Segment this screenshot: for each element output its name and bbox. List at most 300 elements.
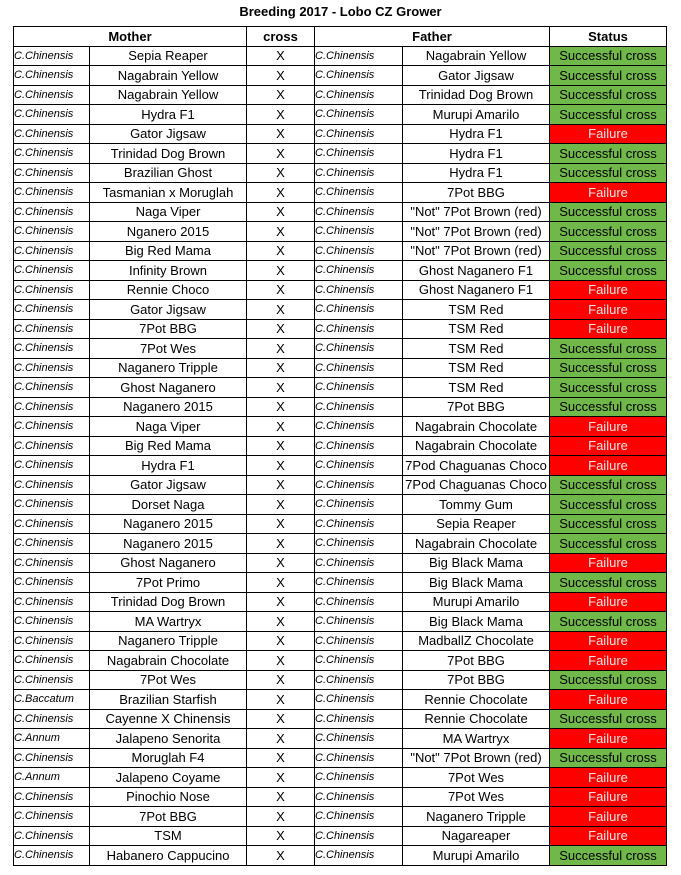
father-name-cell[interactable]: Nagareaper [403, 826, 550, 846]
table-row [14, 573, 667, 593]
mother-name-cell[interactable]: Gator Jigsaw [90, 124, 247, 144]
mother-name-cell[interactable]: Hydra F1 [90, 105, 247, 125]
table-row [14, 514, 667, 534]
status-cell[interactable]: Successful cross [550, 534, 667, 554]
mother-species-cell[interactable]: C.Chinensis [14, 573, 90, 593]
mother-name-cell[interactable]: Nagabrain Chocolate [90, 651, 247, 671]
status-cell[interactable]: Failure [550, 456, 667, 476]
mother-species-cell[interactable]: C.Chinensis [14, 202, 90, 222]
mother-species-cell[interactable]: C.Chinensis [14, 846, 90, 866]
mother-species-cell[interactable]: C.Chinensis [14, 787, 90, 807]
father-species-cell[interactable]: C.Chinensis [315, 729, 403, 749]
father-species-cell[interactable]: C.Chinensis [315, 495, 403, 515]
mother-name-cell[interactable]: Naganero 2015 [90, 397, 247, 417]
mother-name-cell[interactable]: TSM [90, 826, 247, 846]
table-row [14, 787, 667, 807]
status-cell[interactable]: Failure [550, 300, 667, 320]
cross-cell[interactable]: X [247, 202, 315, 222]
status-cell[interactable]: Successful cross [550, 612, 667, 632]
father-name-cell[interactable]: Hydra F1 [403, 124, 550, 144]
table-row [14, 651, 667, 671]
table-row [14, 319, 667, 339]
sheet-title: Breeding 2017 - Lobo CZ Grower [239, 4, 442, 19]
mother-species-cell[interactable]: C.Chinensis [14, 631, 90, 651]
father-name-cell[interactable]: "Not" 7Pot Brown (red) [403, 241, 550, 261]
table-row [14, 553, 667, 573]
status-cell[interactable]: Successful cross [550, 397, 667, 417]
table-row [14, 124, 667, 144]
father-name-cell[interactable]: Naganero Tripple [403, 807, 550, 827]
father-name-cell[interactable]: Hydra F1 [403, 144, 550, 164]
mother-name-cell[interactable]: Naganero Tripple [90, 631, 247, 651]
father-species-cell[interactable]: C.Chinensis [315, 456, 403, 476]
cross-cell[interactable]: X [247, 105, 315, 125]
status-cell[interactable]: Failure [550, 319, 667, 339]
status-cell[interactable]: Failure [550, 768, 667, 788]
mother-species-cell[interactable]: C.Chinensis [14, 319, 90, 339]
mother-name-cell[interactable]: Big Red Mama [90, 436, 247, 456]
mother-species-cell[interactable]: C.Chinensis [14, 612, 90, 632]
mother-species-cell[interactable]: C.Chinensis [14, 222, 90, 242]
table-row [14, 378, 667, 398]
status-cell[interactable]: Successful cross [550, 495, 667, 515]
father-species-cell[interactable]: C.Chinensis [315, 553, 403, 573]
father-name-cell[interactable]: 7Pot BBG [403, 670, 550, 690]
father-species-cell[interactable]: C.Chinensis [315, 807, 403, 827]
header-cross: cross [247, 27, 315, 47]
father-species-cell[interactable]: C.Chinensis [315, 631, 403, 651]
father-name-cell[interactable]: MadballZ Chocolate [403, 631, 550, 651]
mother-name-cell[interactable]: MA Wartryx [90, 612, 247, 632]
father-name-cell[interactable]: Rennie Chocolate [403, 690, 550, 710]
mother-name-cell[interactable]: 7Pot BBG [90, 319, 247, 339]
table-row [14, 709, 667, 729]
father-species-cell[interactable]: C.Chinensis [315, 46, 403, 66]
cross-cell[interactable]: X [247, 729, 315, 749]
father-species-cell[interactable]: C.Chinensis [315, 183, 403, 203]
mother-name-cell[interactable]: Sepia Reaper [90, 46, 247, 66]
cross-cell[interactable]: X [247, 690, 315, 710]
status-cell[interactable]: Successful cross [550, 748, 667, 768]
table-row [14, 144, 667, 164]
cross-cell[interactable]: X [247, 709, 315, 729]
table-row [14, 670, 667, 690]
status-cell[interactable]: Successful cross [550, 846, 667, 866]
mother-species-cell[interactable]: C.Chinensis [14, 475, 90, 495]
mother-species-cell[interactable]: C.Chinensis [14, 280, 90, 300]
header-status: Status [550, 27, 667, 47]
table-row [14, 690, 667, 710]
mother-name-cell[interactable]: 7Pot Primo [90, 573, 247, 593]
mother-species-cell[interactable]: C.Chinensis [14, 144, 90, 164]
father-species-cell[interactable]: C.Chinensis [315, 105, 403, 125]
status-cell[interactable]: Failure [550, 417, 667, 437]
mother-name-cell[interactable]: Moruglah F4 [90, 748, 247, 768]
mother-name-cell[interactable]: Brazilian Starfish [90, 690, 247, 710]
father-name-cell[interactable]: TSM Red [403, 358, 550, 378]
father-species-cell[interactable]: C.Chinensis [315, 709, 403, 729]
father-species-cell[interactable]: C.Chinensis [315, 768, 403, 788]
status-cell[interactable]: Successful cross [550, 163, 667, 183]
mother-name-cell[interactable]: Cayenne X Chinensis [90, 709, 247, 729]
table-row [14, 300, 667, 320]
status-cell[interactable]: Failure [550, 280, 667, 300]
mother-name-cell[interactable]: Rennie Choco [90, 280, 247, 300]
cross-cell[interactable]: X [247, 417, 315, 437]
cross-cell[interactable]: X [247, 475, 315, 495]
table-row [14, 534, 667, 554]
father-species-cell[interactable]: C.Chinensis [315, 592, 403, 612]
father-species-cell[interactable]: C.Chinensis [315, 436, 403, 456]
table-row [14, 85, 667, 105]
cross-cell[interactable]: X [247, 144, 315, 164]
father-name-cell[interactable]: "Not" 7Pot Brown (red) [403, 222, 550, 242]
father-species-cell[interactable]: C.Chinensis [315, 846, 403, 866]
mother-species-cell[interactable]: C.Chinensis [14, 183, 90, 203]
mother-name-cell[interactable]: Big Red Mama [90, 241, 247, 261]
status-cell[interactable]: Successful cross [550, 66, 667, 86]
mother-name-cell[interactable]: Dorset Naga [90, 495, 247, 515]
father-species-cell[interactable]: C.Chinensis [315, 378, 403, 398]
table-row [14, 202, 667, 222]
cross-cell[interactable]: X [247, 436, 315, 456]
cross-cell[interactable]: X [247, 748, 315, 768]
table-row [14, 163, 667, 183]
status-cell[interactable]: Successful cross [550, 85, 667, 105]
father-species-cell[interactable]: C.Chinensis [315, 475, 403, 495]
father-species-cell[interactable]: C.Chinensis [315, 787, 403, 807]
table-row [14, 456, 667, 476]
status-cell[interactable]: Successful cross [550, 475, 667, 495]
status-cell[interactable]: Failure [550, 807, 667, 827]
father-name-cell[interactable]: 7Pot BBG [403, 183, 550, 203]
cross-cell[interactable]: X [247, 612, 315, 632]
father-species-cell[interactable]: C.Chinensis [315, 397, 403, 417]
mother-species-cell[interactable]: C.Annum [14, 729, 90, 749]
mother-name-cell[interactable]: Trinidad Dog Brown [90, 144, 247, 164]
mother-name-cell[interactable]: Jalapeno Coyame [90, 768, 247, 788]
status-cell[interactable]: Failure [550, 651, 667, 671]
mother-species-cell[interactable]: C.Chinensis [14, 163, 90, 183]
cross-cell[interactable]: X [247, 261, 315, 281]
mother-species-cell[interactable]: C.Chinensis [14, 378, 90, 398]
father-species-cell[interactable]: C.Chinensis [315, 534, 403, 554]
cross-cell[interactable]: X [247, 573, 315, 593]
mother-name-cell[interactable]: Gator Jigsaw [90, 300, 247, 320]
status-cell[interactable]: Failure [550, 631, 667, 651]
father-species-cell[interactable]: C.Chinensis [315, 85, 403, 105]
father-name-cell[interactable]: 7Pod Chaguanas Choco [403, 456, 550, 476]
mother-species-cell[interactable]: C.Chinensis [14, 826, 90, 846]
cross-cell[interactable]: X [247, 163, 315, 183]
mother-name-cell[interactable]: Trinidad Dog Brown [90, 592, 247, 612]
mother-name-cell[interactable]: Infinity Brown [90, 261, 247, 281]
father-name-cell[interactable]: "Not" 7Pot Brown (red) [403, 748, 550, 768]
cross-cell[interactable]: X [247, 495, 315, 515]
status-cell[interactable]: Successful cross [550, 358, 667, 378]
father-name-cell[interactable]: Hydra F1 [403, 163, 550, 183]
table-row [14, 768, 667, 788]
mother-name-cell[interactable]: Nagabrain Yellow [90, 66, 247, 86]
mother-species-cell[interactable]: C.Chinensis [14, 807, 90, 827]
mother-species-cell[interactable]: C.Chinensis [14, 46, 90, 66]
mother-species-cell[interactable]: C.Chinensis [14, 495, 90, 515]
table-body [14, 46, 667, 865]
table-row [14, 748, 667, 768]
cross-cell[interactable]: X [247, 787, 315, 807]
table-row [14, 66, 667, 86]
table-row [14, 241, 667, 261]
status-cell[interactable]: Successful cross [550, 261, 667, 281]
table-row [14, 495, 667, 515]
cross-cell[interactable]: X [247, 339, 315, 359]
breeding-table [13, 26, 667, 866]
mother-name-cell[interactable]: Brazilian Ghost [90, 163, 247, 183]
cross-cell[interactable]: X [247, 66, 315, 86]
mother-species-cell[interactable]: C.Chinensis [14, 358, 90, 378]
status-cell[interactable]: Successful cross [550, 222, 667, 242]
mother-name-cell[interactable]: Naganero 2015 [90, 514, 247, 534]
mother-name-cell[interactable]: 7Pot Wes [90, 339, 247, 359]
status-cell[interactable]: Successful cross [550, 339, 667, 359]
status-cell[interactable]: Failure [550, 787, 667, 807]
table-row [14, 826, 667, 846]
father-species-cell[interactable]: C.Chinensis [315, 417, 403, 437]
cross-cell[interactable]: X [247, 397, 315, 417]
father-species-cell[interactable]: C.Chinensis [315, 163, 403, 183]
header-row [14, 27, 667, 47]
mother-species-cell[interactable]: C.Chinensis [14, 651, 90, 671]
status-cell[interactable]: Successful cross [550, 241, 667, 261]
table-row [14, 846, 667, 866]
father-name-cell[interactable]: 7Pot Wes [403, 787, 550, 807]
father-name-cell[interactable]: Big Black Mama [403, 612, 550, 632]
father-species-cell[interactable]: C.Chinensis [315, 573, 403, 593]
father-species-cell[interactable]: C.Chinensis [315, 241, 403, 261]
mother-name-cell[interactable]: Naganero Tripple [90, 358, 247, 378]
father-species-cell[interactable]: C.Chinensis [315, 690, 403, 710]
father-name-cell[interactable]: Nagabrain Chocolate [403, 534, 550, 554]
status-cell[interactable]: Successful cross [550, 709, 667, 729]
mother-species-cell[interactable]: C.Chinensis [14, 417, 90, 437]
mother-name-cell[interactable]: Pinochio Nose [90, 787, 247, 807]
status-cell[interactable]: Successful cross [550, 46, 667, 66]
father-name-cell[interactable]: Gator Jigsaw [403, 66, 550, 86]
status-cell[interactable]: Successful cross [550, 573, 667, 593]
mother-species-cell[interactable]: C.Annum [14, 768, 90, 788]
table-row [14, 417, 667, 437]
table-row [14, 280, 667, 300]
table-row [14, 358, 667, 378]
cross-cell[interactable]: X [247, 553, 315, 573]
father-species-cell[interactable]: C.Chinensis [315, 826, 403, 846]
table-row [14, 475, 667, 495]
mother-name-cell[interactable]: Tasmanian x Moruglah [90, 183, 247, 203]
father-species-cell[interactable]: C.Chinensis [315, 300, 403, 320]
father-name-cell[interactable]: TSM Red [403, 339, 550, 359]
mother-species-cell[interactable]: C.Chinensis [14, 592, 90, 612]
cross-cell[interactable]: X [247, 222, 315, 242]
father-name-cell[interactable]: Trinidad Dog Brown [403, 85, 550, 105]
father-species-cell[interactable]: C.Chinensis [315, 261, 403, 281]
table-row [14, 592, 667, 612]
father-species-cell[interactable]: C.Chinensis [315, 222, 403, 242]
cross-cell[interactable]: X [247, 46, 315, 66]
mother-name-cell[interactable]: Nagabrain Yellow [90, 85, 247, 105]
cross-cell[interactable]: X [247, 378, 315, 398]
status-cell[interactable]: Failure [550, 124, 667, 144]
status-cell[interactable]: Successful cross [550, 670, 667, 690]
status-cell[interactable]: Successful cross [550, 378, 667, 398]
mother-name-cell[interactable]: 7Pot BBG [90, 807, 247, 827]
father-name-cell[interactable]: Big Black Mama [403, 553, 550, 573]
father-species-cell[interactable]: C.Chinensis [315, 319, 403, 339]
table-row [14, 631, 667, 651]
mother-name-cell[interactable]: Jalapeno Senorita [90, 729, 247, 749]
cross-cell[interactable]: X [247, 241, 315, 261]
father-species-cell[interactable]: C.Chinensis [315, 280, 403, 300]
mother-species-cell[interactable]: C.Chinensis [14, 534, 90, 554]
mother-name-cell[interactable]: Habanero Cappucino [90, 846, 247, 866]
father-name-cell[interactable]: TSM Red [403, 319, 550, 339]
table-row [14, 183, 667, 203]
cross-cell[interactable]: X [247, 183, 315, 203]
father-species-cell[interactable]: C.Chinensis [315, 66, 403, 86]
father-species-cell[interactable]: C.Chinensis [315, 358, 403, 378]
mother-name-cell[interactable]: Hydra F1 [90, 456, 247, 476]
cross-cell[interactable]: X [247, 534, 315, 554]
cross-cell[interactable]: X [247, 651, 315, 671]
mother-species-cell[interactable]: C.Chinensis [14, 456, 90, 476]
table-row [14, 339, 667, 359]
cross-cell[interactable]: X [247, 358, 315, 378]
mother-species-cell[interactable]: C.Chinensis [14, 339, 90, 359]
father-species-cell[interactable]: C.Chinensis [315, 748, 403, 768]
mother-name-cell[interactable]: Naga Viper [90, 417, 247, 437]
mother-species-cell[interactable]: C.Chinensis [14, 105, 90, 125]
cross-cell[interactable]: X [247, 592, 315, 612]
mother-species-cell[interactable]: C.Chinensis [14, 241, 90, 261]
father-name-cell[interactable]: Ghost Naganero F1 [403, 280, 550, 300]
table-row [14, 612, 667, 632]
status-cell[interactable]: Successful cross [550, 514, 667, 534]
mother-name-cell[interactable]: Gator Jigsaw [90, 475, 247, 495]
cross-cell[interactable]: X [247, 807, 315, 827]
mother-species-cell[interactable]: C.Chinensis [14, 66, 90, 86]
mother-species-cell[interactable]: C.Baccatum [14, 690, 90, 710]
cross-cell[interactable]: X [247, 280, 315, 300]
cross-cell[interactable]: X [247, 456, 315, 476]
status-cell[interactable]: Successful cross [550, 105, 667, 125]
mother-species-cell[interactable]: C.Chinensis [14, 436, 90, 456]
father-name-cell[interactable]: 7Pot Wes [403, 768, 550, 788]
status-cell[interactable]: Failure [550, 553, 667, 573]
father-name-cell[interactable]: "Not" 7Pot Brown (red) [403, 202, 550, 222]
father-species-cell[interactable]: C.Chinensis [315, 670, 403, 690]
mother-species-cell[interactable]: C.Chinensis [14, 514, 90, 534]
father-name-cell[interactable]: TSM Red [403, 378, 550, 398]
father-name-cell[interactable]: Murupi Amarilo [403, 592, 550, 612]
status-cell[interactable]: Failure [550, 826, 667, 846]
father-name-cell[interactable]: TSM Red [403, 300, 550, 320]
table-row [14, 105, 667, 125]
table-row [14, 436, 667, 456]
mother-species-cell[interactable]: C.Chinensis [14, 748, 90, 768]
father-name-cell[interactable]: Nagabrain Chocolate [403, 417, 550, 437]
table-row [14, 46, 667, 66]
father-name-cell[interactable]: 7Pot BBG [403, 651, 550, 671]
cross-cell[interactable]: X [247, 826, 315, 846]
mother-name-cell[interactable]: Naga Viper [90, 202, 247, 222]
cross-cell[interactable]: X [247, 85, 315, 105]
cross-cell[interactable]: X [247, 846, 315, 866]
father-species-cell[interactable]: C.Chinensis [315, 144, 403, 164]
mother-name-cell[interactable]: Ghost Naganero [90, 378, 247, 398]
father-name-cell[interactable]: Murupi Amarilo [403, 105, 550, 125]
father-name-cell[interactable]: Murupi Amarilo [403, 846, 550, 866]
father-name-cell[interactable]: 7Pot BBG [403, 397, 550, 417]
status-cell[interactable]: Failure [550, 690, 667, 710]
status-cell[interactable]: Successful cross [550, 202, 667, 222]
father-species-cell[interactable]: C.Chinensis [315, 339, 403, 359]
father-species-cell[interactable]: C.Chinensis [315, 651, 403, 671]
father-name-cell[interactable]: Big Black Mama [403, 573, 550, 593]
table-row [14, 807, 667, 827]
header-mother: Mother [14, 27, 247, 47]
cross-cell[interactable]: X [247, 319, 315, 339]
status-cell[interactable]: Failure [550, 436, 667, 456]
father-name-cell[interactable]: Sepia Reaper [403, 514, 550, 534]
cross-cell[interactable]: X [247, 631, 315, 651]
cross-cell[interactable]: X [247, 514, 315, 534]
cross-cell[interactable]: X [247, 300, 315, 320]
status-cell[interactable]: Failure [550, 729, 667, 749]
father-name-cell[interactable]: Ghost Naganero F1 [403, 261, 550, 281]
father-name-cell[interactable]: 7Pod Chaguanas Choco [403, 475, 550, 495]
father-name-cell[interactable]: Tommy Gum [403, 495, 550, 515]
status-cell[interactable]: Successful cross [550, 144, 667, 164]
father-species-cell[interactable]: C.Chinensis [315, 514, 403, 534]
mother-species-cell[interactable]: C.Chinensis [14, 553, 90, 573]
table-row [14, 729, 667, 749]
father-name-cell[interactable]: Nagabrain Chocolate [403, 436, 550, 456]
father-species-cell[interactable]: C.Chinensis [315, 612, 403, 632]
father-name-cell[interactable]: Nagabrain Yellow [403, 46, 550, 66]
father-name-cell[interactable]: Rennie Chocolate [403, 709, 550, 729]
status-cell[interactable]: Failure [550, 592, 667, 612]
table-row [14, 261, 667, 281]
mother-name-cell[interactable]: Ghost Naganero [90, 553, 247, 573]
mother-name-cell[interactable]: Nganero 2015 [90, 222, 247, 242]
mother-species-cell[interactable]: C.Chinensis [14, 261, 90, 281]
mother-species-cell[interactable]: C.Chinensis [14, 124, 90, 144]
cross-cell[interactable]: X [247, 670, 315, 690]
mother-species-cell[interactable]: C.Chinensis [14, 709, 90, 729]
mother-name-cell[interactable]: 7Pot Wes [90, 670, 247, 690]
mother-name-cell[interactable]: Naganero 2015 [90, 534, 247, 554]
father-name-cell[interactable]: MA Wartryx [403, 729, 550, 749]
cross-cell[interactable]: X [247, 768, 315, 788]
mother-species-cell[interactable]: C.Chinensis [14, 397, 90, 417]
father-species-cell[interactable]: C.Chinensis [315, 124, 403, 144]
father-species-cell[interactable]: C.Chinensis [315, 202, 403, 222]
mother-species-cell[interactable]: C.Chinensis [14, 670, 90, 690]
cross-cell[interactable]: X [247, 124, 315, 144]
mother-species-cell[interactable]: C.Chinensis [14, 300, 90, 320]
table-row [14, 397, 667, 417]
mother-species-cell[interactable]: C.Chinensis [14, 85, 90, 105]
status-cell[interactable]: Failure [550, 183, 667, 203]
